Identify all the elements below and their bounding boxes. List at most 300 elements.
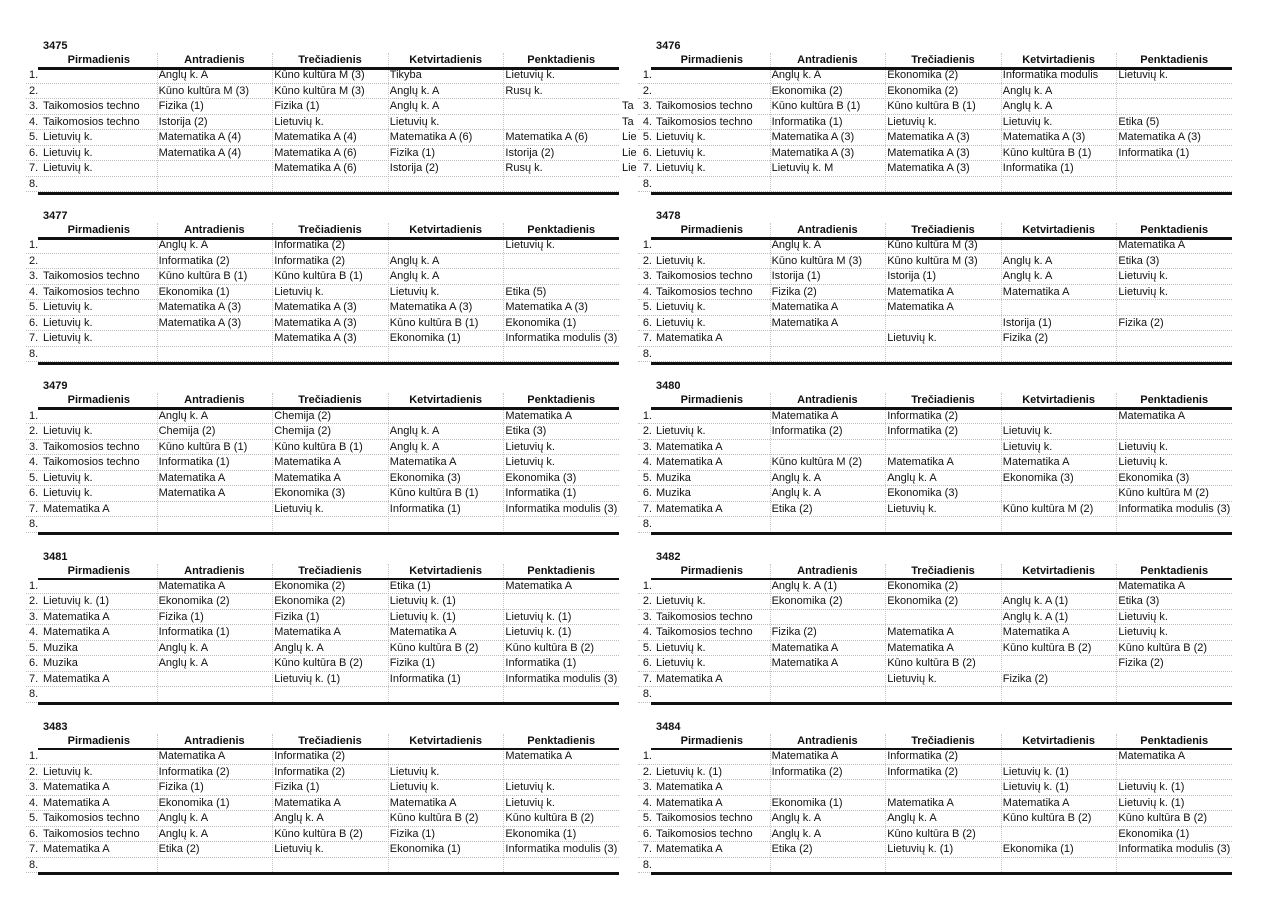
lesson-cell: Anglų k. A (389, 425, 440, 438)
lesson-cell (885, 440, 1001, 456)
lesson-cell: Kūno kultūra B (1) (887, 100, 976, 113)
lesson-cell: Lietuvių k. (1) (1002, 781, 1069, 794)
lesson-cell (272, 177, 388, 193)
lesson-number: 2. (642, 765, 652, 778)
lesson-cell: Kūno kultūra M (2) (771, 456, 863, 469)
lesson-number: 3. (642, 100, 652, 113)
lesson-cell: Muzika (43, 641, 78, 654)
lesson-cell (157, 177, 273, 193)
lesson-cell: Lietuvių k. (1118, 69, 1168, 82)
lesson-cell: Ekonomika (2) (274, 595, 346, 608)
lesson-cell: Lietuvių k. (1) (274, 672, 341, 685)
lesson-cell: Matematika A (274, 471, 341, 484)
lesson-cell: Kūno kultūra B (2) (274, 827, 363, 840)
bottom-rule (651, 362, 1232, 365)
lesson-cell (1001, 656, 1117, 672)
lesson-cell: Matematika A (274, 626, 341, 639)
lesson-cell: Matematika A (43, 796, 110, 809)
lesson-cell (1001, 687, 1117, 703)
lesson-cell: Fizika (1) (389, 827, 436, 840)
lesson-cell: Kūno kultūra B (1) (389, 316, 479, 329)
lesson-cell (885, 687, 1001, 703)
lesson-cell: Lietuvių k. (656, 301, 706, 314)
lesson-cell (41, 687, 157, 703)
lesson-cell: Anglų k. A (389, 440, 440, 453)
lesson-cell: Chemija (2) (274, 425, 332, 438)
column-header-1: Antradienis (184, 734, 245, 747)
lesson-cell: Lietuvių k. (1002, 440, 1053, 453)
lesson-cell: Fizika (1) (274, 100, 320, 113)
lesson-cell (41, 177, 157, 193)
lesson-cell: Informatika (1) (1002, 162, 1074, 175)
lesson-number: 1. (642, 750, 652, 763)
lesson-number: 2. (642, 254, 652, 267)
bottom-rule (651, 192, 1232, 195)
lesson-cell: Lietuvių k. (505, 781, 555, 794)
lesson-cell: Informatika (2) (274, 765, 346, 778)
lesson-number: 7. (642, 672, 652, 685)
lesson-cell: Lietuvių k. M (771, 162, 834, 175)
lesson-cell: Kūno kultūra M (3) (274, 69, 365, 82)
overflow-fragment: Lie (622, 146, 637, 159)
lesson-cell: Kūno kultūra B (2) (1002, 641, 1092, 654)
timetable-3478 (618, 210, 1232, 368)
lesson-cell: Istorija (1) (771, 270, 821, 283)
lesson-number: 3. (29, 440, 39, 453)
lesson-number: 1. (29, 239, 39, 252)
lesson-cell (654, 409, 770, 425)
lesson-number: 5. (29, 471, 39, 484)
lesson-cell: Informatika (2) (274, 239, 346, 252)
lesson-cell: Matematika A (3) (274, 301, 357, 314)
overflow-fragment: Ta (622, 115, 634, 128)
lesson-cell (1116, 672, 1118, 688)
lesson-cell (885, 858, 1001, 874)
lesson-cell: Lietuvių k. (505, 69, 555, 82)
lesson-cell (157, 517, 273, 533)
lesson-cell: Ekonomika (1) (389, 843, 461, 856)
lesson-number: 6. (642, 827, 652, 840)
lesson-cell: Kūno kultūra B (2) (1118, 812, 1208, 825)
lesson-cell: Etika (5) (505, 285, 547, 298)
lesson-cell (503, 269, 505, 285)
lesson-cell: Kūno kultūra M (3) (771, 254, 863, 267)
lesson-cell: Ekonomika (2) (771, 595, 843, 608)
lesson-cell (41, 254, 157, 270)
lesson-cell: Kūno kultūra M (3) (274, 84, 365, 97)
lesson-number: 1. (29, 750, 39, 763)
lesson-cell: Matematika A (771, 641, 839, 654)
lesson-cell: Kūno kultūra B (1) (274, 440, 363, 453)
lesson-cell (503, 765, 505, 781)
lesson-cell: Taikomosios techno (656, 270, 753, 283)
column-header-2: Trečiadienis (911, 224, 975, 237)
lesson-cell: Matematika A (771, 409, 839, 422)
lesson-number: 1. (29, 69, 39, 82)
overflow-fragment: Ta (622, 100, 634, 113)
lesson-cell: Lietuvių k. (43, 146, 93, 159)
lesson-cell: Matematika A (3) (1118, 131, 1201, 144)
timetable-title: 3480 (656, 380, 681, 393)
lesson-number: 2. (642, 84, 652, 97)
lesson-number: 8. (29, 688, 39, 701)
lesson-cell: Anglų k. A (887, 471, 937, 484)
lesson-cell (885, 610, 1001, 626)
lesson-cell: Etika (2) (771, 502, 813, 515)
lesson-cell: Lietuvių k. (389, 765, 440, 778)
lesson-cell: Fizika (1) (158, 100, 204, 113)
lesson-number: 6. (642, 146, 652, 159)
lesson-cell: Lietuvių k. (1) (389, 595, 456, 608)
lesson-cell: Anglų k. A (771, 812, 822, 825)
lesson-cell: Matematika A (1118, 579, 1186, 592)
lesson-cell: Informatika (1) (389, 672, 461, 685)
lesson-cell: Lietuvių k. (656, 425, 706, 438)
timetable-title: 3477 (43, 210, 68, 223)
lesson-cell: Lietuvių k. (1) (389, 610, 456, 623)
lesson-number: 7. (642, 332, 652, 345)
lesson-number: 1. (642, 69, 652, 82)
lesson-cell: Matematika A (887, 456, 954, 469)
lesson-cell: Lietuvių k. (1) (505, 626, 572, 639)
lesson-number: 5. (642, 301, 652, 314)
column-header-2: Trečiadienis (911, 734, 975, 747)
lesson-cell (503, 115, 505, 131)
lesson-cell: Ekonomika (3) (887, 487, 959, 500)
lesson-cell: Fizika (2) (771, 626, 817, 639)
column-header-1: Antradienis (797, 224, 858, 237)
lesson-cell: Informatika (2) (887, 750, 959, 763)
lesson-cell: Matematika A (3) (887, 162, 970, 175)
lesson-cell (157, 347, 273, 363)
lesson-cell: Fizika (1) (274, 781, 320, 794)
lesson-cell: Lietuvių k. (1) (505, 610, 572, 623)
lesson-cell (41, 858, 157, 874)
lesson-number: 2. (29, 765, 39, 778)
lesson-cell: Matematika A (771, 301, 839, 314)
lesson-cell (272, 347, 388, 363)
lesson-number: 2. (29, 425, 39, 438)
lesson-cell: Taikomosios techno (656, 812, 753, 825)
timetable-title: 3475 (43, 40, 68, 52)
column-header-1: Antradienis (797, 54, 858, 66)
lesson-cell: Anglų k. A (158, 657, 209, 670)
column-header-3: Ketvirtadienis (1022, 734, 1095, 747)
timetable-3477 (26, 210, 666, 368)
lesson-cell (654, 347, 770, 363)
lesson-number: 8. (642, 858, 652, 871)
lesson-cell: Anglų k. A (389, 254, 440, 267)
lesson-number: 3. (642, 610, 652, 623)
lesson-cell: Anglų k. A (389, 84, 440, 97)
lesson-cell (503, 99, 505, 115)
lesson-cell (157, 687, 273, 703)
lesson-cell: Lietuvių k. (1) (887, 843, 954, 856)
lesson-cell: Anglų k. A (771, 471, 822, 484)
lesson-cell: Informatika (2) (887, 765, 959, 778)
lesson-number: 6. (29, 316, 39, 329)
lesson-cell: Matematika A (43, 626, 110, 639)
lesson-cell: Ekonomika (3) (389, 471, 461, 484)
lesson-cell: Matematika A (1002, 456, 1070, 469)
lesson-cell: Matematika A (389, 456, 457, 469)
lesson-cell (272, 517, 388, 533)
lesson-cell (770, 687, 886, 703)
lesson-number: 8. (29, 858, 39, 871)
lesson-number: 8. (29, 177, 39, 190)
lesson-cell: Ekonomika (1) (505, 316, 577, 329)
lesson-cell (41, 84, 157, 100)
lesson-cell: Lietuvių k. (1118, 456, 1168, 469)
lesson-cell (654, 238, 770, 254)
column-header-1: Antradienis (184, 54, 245, 66)
lesson-cell: Lietuvių k. (43, 131, 93, 144)
lesson-number: 6. (29, 657, 39, 670)
lesson-cell (388, 409, 504, 425)
lesson-cell: Matematika A (1118, 239, 1186, 252)
lesson-cell (503, 254, 505, 270)
lesson-cell: Anglų k. A (158, 69, 209, 82)
timetable-3483 (26, 721, 666, 879)
lesson-number: 7. (642, 162, 652, 175)
lesson-cell: Kūno kultūra B (1) (274, 270, 363, 283)
lesson-cell: Lietuvių k. (887, 502, 937, 515)
lesson-cell: Matematika A (887, 626, 954, 639)
lesson-cell (1116, 99, 1118, 115)
lesson-cell: Lietuvių k. (43, 332, 93, 345)
lesson-cell: Informatika (1) (389, 502, 461, 515)
lesson-cell: Fizika (2) (1002, 332, 1049, 345)
lesson-cell (770, 177, 886, 193)
lesson-cell: Ekonomika (3) (1118, 471, 1190, 484)
lesson-cell (654, 687, 770, 703)
lesson-cell: Fizika (2) (1118, 316, 1164, 329)
lesson-number: 4. (642, 626, 652, 639)
lesson-cell: Ekonomika (1) (158, 285, 230, 298)
lesson-cell: Chemija (2) (158, 425, 216, 438)
lesson-cell: Lietuvių k. (1118, 270, 1168, 283)
lesson-cell: Istorija (2) (505, 146, 555, 159)
lesson-number: 2. (642, 595, 652, 608)
lesson-cell: Kūno kultūra M (2) (1002, 502, 1094, 515)
lesson-cell (41, 347, 157, 363)
lesson-cell (1001, 177, 1117, 193)
lesson-cell: Lietuvių k. (887, 672, 937, 685)
lesson-cell: Matematika A (3) (389, 301, 473, 314)
lesson-cell: Matematika A (656, 781, 723, 794)
lesson-cell: Lietuvių k. (43, 316, 93, 329)
lesson-cell: Taikomosios techno (43, 115, 140, 128)
lesson-cell: Anglų k. A (158, 827, 209, 840)
lesson-cell: Anglų k. A (158, 409, 209, 422)
lesson-cell: Lietuvių k. (656, 146, 706, 159)
lesson-cell: Matematika A (656, 796, 723, 809)
lesson-cell (41, 238, 157, 254)
lesson-cell: Lietuvių k. (43, 301, 93, 314)
lesson-cell (654, 84, 770, 100)
timetable-3480 (618, 380, 1232, 538)
lesson-cell: Informatika (1) (1118, 146, 1190, 159)
lesson-number: 1. (642, 239, 652, 252)
timetable-3481 (26, 551, 666, 709)
lesson-number: 2. (29, 254, 39, 267)
lesson-cell: Lietuvių k. (43, 765, 93, 778)
lesson-cell: Anglų k. A (1) (771, 579, 838, 592)
overflow-fragment: Lie (622, 162, 637, 175)
lesson-cell: Taikomosios techno (656, 100, 753, 113)
lesson-cell (885, 517, 1001, 533)
column-header-2: Trečiadienis (298, 54, 362, 66)
lesson-number: 6. (642, 487, 652, 500)
lesson-cell (770, 517, 886, 533)
lesson-cell (388, 347, 504, 363)
column-header-0: Pirmadienis (680, 224, 743, 237)
lesson-cell: Ekonomika (3) (1002, 471, 1074, 484)
lesson-cell (503, 858, 505, 874)
lesson-number: 5. (29, 131, 39, 144)
column-header-0: Pirmadienis (680, 394, 743, 407)
lesson-cell (503, 517, 505, 533)
lesson-number: 5. (642, 131, 652, 144)
bottom-rule (38, 362, 619, 365)
lesson-cell: Lietuvių k. (1) (656, 765, 723, 778)
lesson-cell: Etika (5) (1118, 115, 1160, 128)
timetable-title: 3484 (656, 720, 681, 733)
lesson-number: 5. (29, 641, 39, 654)
lesson-cell: Kūno kultūra B (2) (389, 641, 479, 654)
lesson-cell: Taikomosios techno (656, 827, 753, 840)
lesson-cell (1116, 161, 1118, 177)
lesson-cell (1001, 749, 1117, 765)
lesson-number: 1. (29, 409, 39, 422)
lesson-cell: Matematika A (656, 502, 723, 515)
lesson-cell: Ekonomika (2) (771, 84, 843, 97)
bottom-rule (38, 702, 619, 705)
lesson-cell: Matematika A (3) (1002, 131, 1086, 144)
lesson-cell (388, 177, 504, 193)
lesson-cell: Taikomosios techno (43, 812, 140, 825)
lesson-cell: Tikyba (389, 69, 422, 82)
lesson-cell: Fizika (2) (1002, 672, 1049, 685)
lesson-number: 4. (29, 285, 39, 298)
lesson-cell: Lietuvių k. (43, 162, 93, 175)
lesson-cell: Matematika A (158, 579, 226, 592)
lesson-cell: Ekonomika (3) (505, 471, 577, 484)
lesson-cell: Kūno kultūra B (1) (389, 487, 479, 500)
lesson-cell: Fizika (1) (158, 610, 204, 623)
lesson-cell: Lietuvių k. (656, 254, 706, 267)
lesson-number: 6. (642, 657, 652, 670)
lesson-cell: Informatika (2) (274, 254, 346, 267)
lesson-cell (388, 517, 504, 533)
lesson-cell (770, 780, 886, 796)
lesson-cell (654, 177, 770, 193)
lesson-number: 2. (642, 425, 652, 438)
lesson-number: 8. (29, 518, 39, 531)
lesson-cell: Matematika A (158, 471, 226, 484)
lesson-cell: Matematika A (3) (505, 301, 588, 314)
lesson-cell (503, 347, 505, 363)
lesson-cell: Matematika A (3) (274, 332, 357, 345)
lesson-cell: Ekonomika (3) (274, 487, 346, 500)
column-header-3: Ketvirtadienis (1022, 54, 1095, 66)
lesson-cell: Anglų k. A (158, 239, 209, 252)
column-header-0: Pirmadienis (67, 54, 130, 66)
column-header-0: Pirmadienis (67, 224, 130, 237)
lesson-cell: Anglų k. A (1) (1002, 610, 1069, 623)
lesson-cell: Matematika A (274, 796, 341, 809)
lesson-cell: Etika (2) (158, 843, 200, 856)
lesson-number: 3. (29, 610, 39, 623)
lesson-cell: Lietuvių k. (43, 425, 93, 438)
lesson-cell: Anglų k. A (771, 239, 822, 252)
lesson-cell (1116, 331, 1118, 347)
timetable-3476 (618, 40, 1232, 198)
lesson-cell (654, 858, 770, 874)
column-header-4: Penktadienis (1140, 734, 1209, 747)
lesson-cell (885, 347, 1001, 363)
lesson-cell: Anglų k. A (771, 827, 822, 840)
lesson-cell: Lietuvių k. (505, 796, 555, 809)
lesson-cell (654, 68, 770, 84)
lesson-number: 2. (29, 595, 39, 608)
lesson-cell: Lietuvių k. (1002, 425, 1053, 438)
bottom-rule (38, 192, 619, 195)
lesson-cell: Matematika A (389, 626, 457, 639)
lesson-cell (654, 579, 770, 595)
column-header-4: Penktadienis (527, 224, 596, 237)
lesson-number: 5. (29, 812, 39, 825)
lesson-cell: Matematika A (505, 750, 573, 763)
lesson-cell: Matematika A (1118, 750, 1186, 763)
lesson-cell: Taikomosios techno (43, 456, 140, 469)
lesson-cell (157, 331, 273, 347)
column-header-2: Trečiadienis (298, 224, 362, 237)
lesson-cell: Ekonomika (2) (887, 595, 959, 608)
lesson-number: 4. (29, 456, 39, 469)
lesson-cell: Anglų k. A (1002, 100, 1053, 113)
lesson-number: 3. (29, 781, 39, 794)
lesson-cell: Matematika A (43, 781, 110, 794)
lesson-cell: Anglų k. A (158, 641, 209, 654)
lesson-cell: Matematika A (43, 610, 110, 623)
lesson-cell: Lietuvių k. (1) (1002, 765, 1069, 778)
timetable-title: 3479 (43, 380, 68, 393)
lesson-cell: Matematika A (3) (274, 316, 357, 329)
lesson-cell: Informatika (2) (887, 409, 959, 422)
lesson-cell: Matematika A (3) (771, 131, 855, 144)
lesson-cell (770, 610, 886, 626)
lesson-cell: Lietuvių k. (887, 332, 937, 345)
lesson-cell (885, 316, 1001, 332)
lesson-cell: Informatika (1) (505, 487, 577, 500)
column-header-1: Antradienis (797, 564, 858, 577)
column-header-3: Ketvirtadienis (1022, 224, 1095, 237)
lesson-cell: Ekonomika (2) (887, 579, 959, 592)
column-header-2: Trečiadienis (911, 394, 975, 407)
lesson-cell: Etika (3) (1118, 595, 1160, 608)
lesson-cell: Lietuvių k. (389, 781, 440, 794)
lesson-cell: Matematika A (656, 332, 723, 345)
lesson-cell: Matematika A (771, 657, 839, 670)
column-header-2: Trečiadienis (298, 734, 362, 747)
lesson-cell: Kūno kultūra B (2) (505, 641, 595, 654)
lesson-number: 5. (642, 641, 652, 654)
lesson-number: 8. (642, 177, 652, 190)
lesson-cell: Matematika A (1002, 626, 1070, 639)
column-header-4: Penktadienis (527, 734, 596, 747)
lesson-cell: Informatika (1) (771, 115, 843, 128)
